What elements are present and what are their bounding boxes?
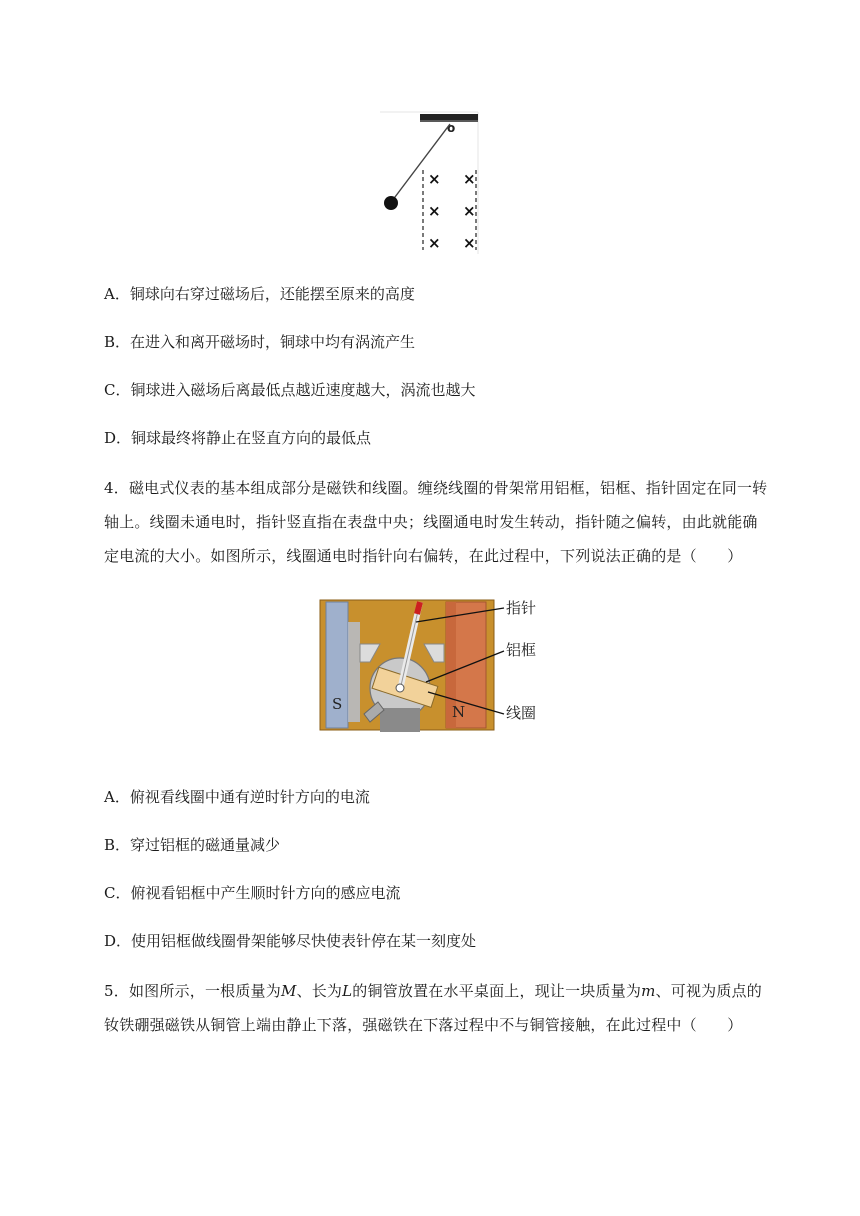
q3-option-d: D．铜球最终将静止在竖直方向的最低点: [104, 429, 372, 447]
q4-stem-line1: 4．磁电式仪表的基本组成部分是磁铁和线圈。缠绕线圈的骨架常用铝框，铝框、指针固定在同一转: [104, 479, 768, 497]
frame-label: 铝框: [506, 641, 537, 659]
mass-m: m: [641, 982, 656, 1000]
q3-option-a: A．铜球向右穿过磁场后，还能摆至原来的高度: [104, 285, 415, 303]
q4-stem-line2: 轴上。线圈未通电时，指针竖直指在表盘中央；线圈通电时发生转动，指针随之偏转，由此就能确: [104, 513, 758, 531]
q4-stem-line3: 定电流的大小。如图所示，线圈通电时指针向右偏转，在此过程中，下列说法正确的是（ ）: [104, 547, 743, 565]
field-mark: ×: [428, 234, 441, 252]
q4-option-c: C．俯视看铝框中产生顺时针方向的感应电流: [104, 884, 401, 902]
q5-text: 、可视为质点的: [655, 982, 762, 1000]
ceiling-hatch: [420, 114, 478, 120]
south-label: S: [332, 695, 343, 713]
q5-stem-line1: [104, 980, 762, 1001]
pivot-label: o: [447, 121, 456, 135]
q4-option-a: A．俯视看线圈中通有逆时针方向的电流: [104, 788, 370, 806]
pendulum-string: [392, 124, 450, 201]
length-L: L: [342, 982, 353, 1000]
q5-text: 的铜管放置在水平桌面上，现让一块质量为: [352, 982, 642, 1000]
q3-option-b: B．在进入和离开磁场时，铜球中均有涡流产生: [104, 333, 416, 351]
field-marks: [428, 170, 476, 252]
field-mark: ×: [463, 170, 476, 188]
mass-M: M: [280, 982, 297, 1000]
q3-option-c: C．铜球进入磁场后离最低点越近速度越大，涡流也越大: [104, 381, 476, 399]
pointer-label: 指针: [506, 599, 537, 617]
field-mark: ×: [428, 202, 441, 220]
q5-text: 5．如图所示，一根质量为: [104, 982, 281, 1000]
q4-option-b: B．穿过铝框的磁通量减少: [104, 836, 281, 854]
field-mark: ×: [463, 202, 476, 220]
field-mark: ×: [428, 170, 441, 188]
q4-option-d: D．使用铝框做线圈骨架能够尽快使表针停在某一刻度处: [104, 932, 477, 950]
q5-stem-line2: 钕铁硼强磁铁从铜管上端由静止下落，强磁铁在下落过程中不与铜管接触，在此过程中（ ）: [104, 1016, 743, 1034]
field-mark: ×: [463, 234, 476, 252]
copper-ball: [384, 196, 398, 210]
coil-label: 线圈: [506, 704, 537, 722]
galvanometer-figure: [318, 596, 558, 734]
q5-text: 、长为: [296, 982, 343, 1000]
north-label: N: [452, 703, 466, 721]
pendulum-figure: [370, 108, 490, 258]
